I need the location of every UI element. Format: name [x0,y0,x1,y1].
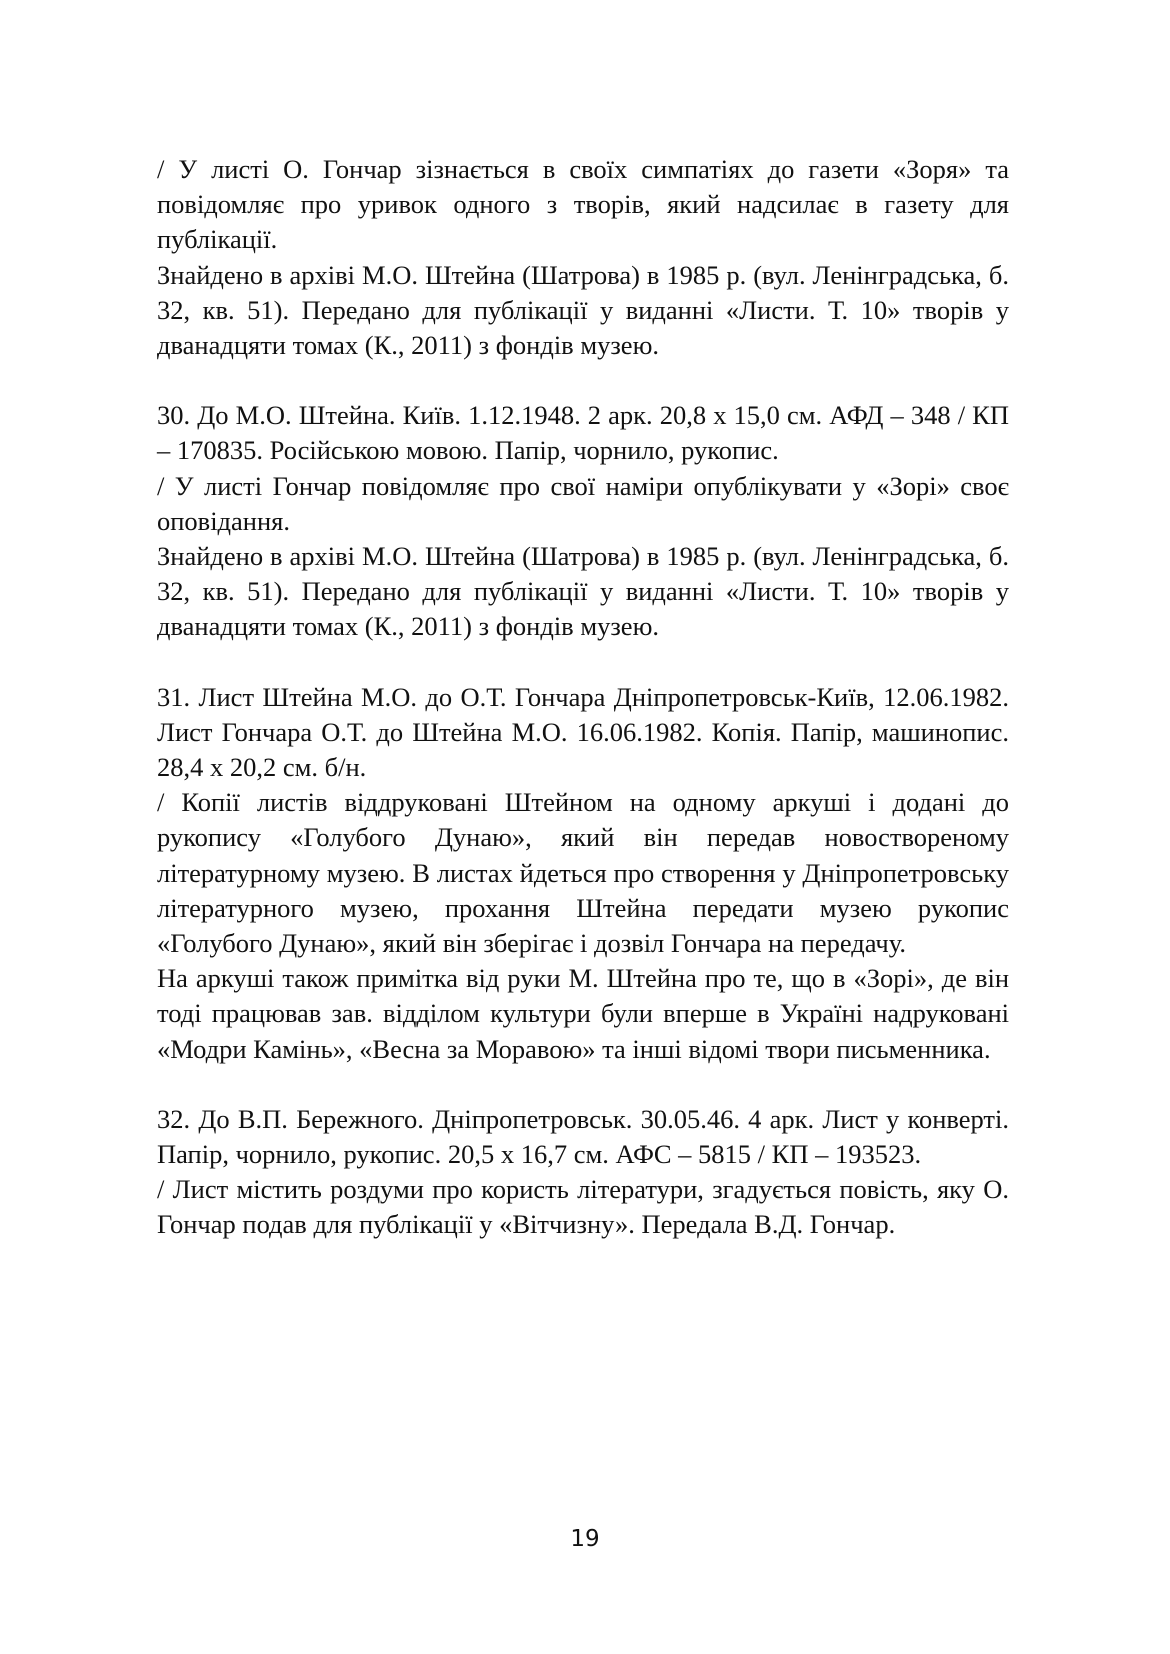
entry-heading: 31. Лист Штейна М.О. до О.Т. Гончара Дніпропетровськ-Київ, 12.06.1982. Лист Гончара О.Т. до Штейна М.О. 16.06.1982. Копія. Папір, машинопис. 28,4 х 20,2 см. б/н. [157,681,1009,783]
entry-30 [157,398,1009,644]
entry-spacer [157,1067,1009,1102]
entry-description: / У листі О. Гончар зізнається в своїх симпатіях до газети «Зоря» та повідомляє про уривок одного з творів, який надсилає в газету для публікації. [157,154,1009,255]
entry-description: / Лист містить роздуми про користь літератури, згадується повість, яку О. Гончар подав для публікації у «Вітчизну». Передала В.Д. Гончар. [157,1174,1009,1240]
entry-heading: 32. До В.П. Бережного. Дніпропетровськ. 30.05.46. 4 арк. Лист у конверті. Папір, чорнило, рукопис. 20,5 х 16,7 см. АФС – 5815 / КП – 193523. [157,1103,1009,1170]
entry-description: / У листі Гончар повідомляє про свої наміри опублікувати у «Зорі» своє оповідання. [157,470,1009,536]
entry-spacer [157,363,1009,398]
entry-note: На аркуші також примітка від руки М. Штейна про те, що в «Зорі», де він тоді працював зав. відділом культури були вперше в Україні надруковані «Модри Камінь», «Весна за Моравою» та інші відомі твори письменника. [157,963,1009,1064]
page-number: 19 [570,1526,600,1552]
entry-spacer [157,645,1009,680]
page-body [157,152,1009,1243]
entry-heading: 30. До М.О. Штейна. Київ. 1.12.1948. 2 арк. 20,8 х 15,0 см. АФД – 348 / КП – 170835. Російською мовою. Папір, чорнило, рукопис. [157,400,1009,466]
entry-31 [157,680,1009,1067]
entry-provenance: Знайдено в архіві М.О. Штейна (Шатрова) в 1985 р. (вул. Ленінградська, б. 32, кв. 51). Передано для публікації у виданні «Листи. Т. 10» творів у дванадцяти томах (К., 2011) з фондів музею. [157,259,1009,361]
entry-provenance: Знайдено в архіві М.О. Штейна (Шатрова) в 1985 р. (вул. Ленінградська, б. 32, кв. 51). Передано для публікації у виданні «Листи. Т. 10» творів у дванадцяти томах (К., 2011) з фондів музею. [157,541,1009,642]
entry-32 [157,1102,1009,1243]
entry-29-continuation [157,152,1009,363]
entry-description: / Копії листів віддруковані Штейном на одному аркуші і додані до рукопису «Голубого Дунаю», який він передав новоствореному літературному музею. В листах йдеться про створення у Дніпропетровську літературного музею, прохання Штейна передати музею рукопис «Голубого Дунаю», який він зберігає і дозвіл Гончара на передачу. [157,787,1009,959]
